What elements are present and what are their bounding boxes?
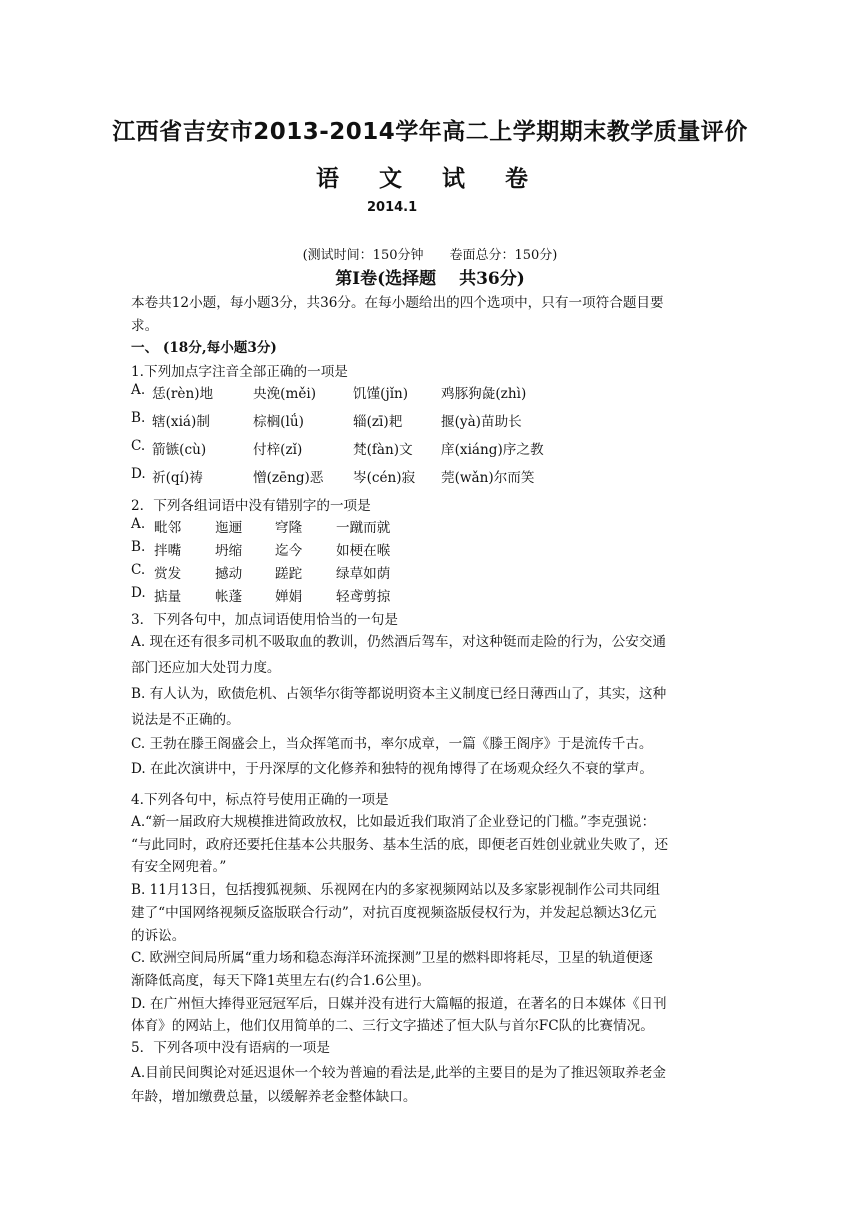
option-letter: D. [131, 585, 146, 601]
option-item: 迄今 [275, 543, 303, 559]
exam-info: (测试时间：150分钟 卷面总分：150分) [302, 248, 558, 263]
option-line: C. 王勃在滕王阁盛会上，当众挥笔而书，率尔成章，一篇《滕王阁序》于是流传千古。 [131, 736, 653, 752]
document-subtitle: 语 文 试 卷 [315, 166, 545, 192]
option-item: 庠(xiáng)序之教 [441, 442, 544, 458]
option-line: A. 现在还有很多司机不吸取血的教训，仍然酒后驾车，对这种铤而走险的行为，公安交通 [131, 634, 667, 650]
option-item: 撼动 [215, 566, 243, 582]
option-line: 建了“中国网络视频反盗版联合行动”，对抗百度视频盗版侵权行为，并发起总额达3亿元 [131, 904, 657, 921]
option-item: 揠(yà)苗助长 [441, 414, 522, 430]
option-line: C. 欧洲空间局所属“重力场和稳态海洋环流探测”卫星的燃料即将耗尽，卫星的轨道便逐 [131, 950, 653, 967]
option-item: 辎(zī)耙 [353, 414, 403, 430]
option-item: 辖(xiá)制 [152, 414, 210, 430]
option-letter: C. [131, 438, 146, 454]
option-line: 的诉讼。 [131, 927, 186, 944]
intro-line: 求。 [131, 318, 159, 334]
question-2-stem: 2．下列各组词语中没有错别字的一项是 [131, 498, 371, 514]
section-heading: 一、 (18分,每小题3分) [131, 340, 277, 356]
option-line: B. 有人认为，欧债危机、占领华尔街等都说明资本主义制度已经日薄西山了，其实，这种 [131, 686, 667, 702]
option-item: 饥馑(jǐn) [353, 386, 409, 402]
option-item: 迤逦 [215, 520, 243, 536]
option-line: A.目前民间舆论对延迟退休一个较为普遍的看法是,此举的主要目的是为了推迟领取养老金 [131, 1065, 667, 1081]
option-item: 拌嘴 [154, 543, 182, 559]
intro-line: 本卷共12小题，每小题3分，共36分。在每小题给出的四个选项中，只有一项符合题目要 [131, 295, 664, 311]
option-item: 毗邻 [154, 520, 182, 536]
option-line: 说法是不正确的。 [131, 712, 240, 728]
question-4-stem: 4.下列各句中，标点符号使用正确的一项是 [131, 792, 389, 808]
option-item: 梵(fàn)文 [353, 442, 413, 458]
option-item: 岑(cén)寂 [353, 470, 416, 486]
option-item: 付梓(zǐ) [253, 442, 303, 458]
option-line: B. 11月13日，包括搜狐视频、乐视网在内的多家视频网站以及多家影视制作公司共同组 [131, 882, 661, 899]
option-line: 年龄，增加缴费总量，以缓解养老金整体缺口。 [131, 1089, 417, 1105]
option-letter: D. [131, 466, 146, 482]
part-title: 第Ⅰ卷(选择题 共36分) [335, 269, 525, 289]
option-item: 箭镞(cù) [152, 442, 207, 458]
question-3-stem: 3．下列各句中，加点词语使用恰当的一句是 [131, 612, 398, 628]
option-line: D. 在此次演讲中，于丹深厚的文化修养和独特的视角博得了在场观众经久不衰的掌声。 [131, 761, 654, 777]
option-item: 掂量 [154, 589, 182, 605]
option-line: D. 在广州恒大捧得亚冠冠军后，日媒并没有进行大篇幅的报道，在著名的日本媒体《日刊 [131, 995, 667, 1012]
question-1-stem: 1.下列加点字注音全部正确的一项是 [131, 364, 348, 380]
option-line: “与此同时，政府还要托住基本公共服务、基本生活的底，即便老百姓创业就业失败了，还 [131, 836, 669, 853]
option-item: 帐蓬 [215, 589, 243, 605]
option-item: 赏发 [154, 566, 182, 582]
option-line: 体育》的网站上，他们仅用简单的二、三行文字描述了恒大队与首尔FC队的比赛情况。 [131, 1018, 654, 1035]
option-item: 央浼(měi) [253, 386, 317, 402]
question-5-stem: 5．下列各项中没有语病的一项是 [131, 1040, 330, 1056]
option-line: 渐降低高度，每天下降1英里左右(约合1.6公里)。 [131, 972, 431, 989]
option-item: 蹉跎 [275, 566, 303, 582]
option-line: 有安全网兜着。” [131, 859, 227, 876]
option-letter: A. [131, 516, 146, 532]
option-line: 部门还应加大处罚力度。 [131, 660, 281, 676]
option-item: 憎(zēng)恶 [253, 470, 324, 486]
option-item: 如梗在喉 [336, 543, 391, 559]
option-letter: B. [131, 410, 146, 426]
option-item: 祈(qí)祷 [152, 470, 203, 486]
option-line: A.“新一届政府大规模推进简政放权，比如最近我们取消了企业登记的门槛。”李克强说： [131, 814, 656, 830]
option-item: 绿草如荫 [336, 566, 391, 582]
option-item: 轻鸢剪掠 [336, 589, 391, 605]
option-item: 棕榈(lǘ) [253, 414, 304, 430]
option-letter: B. [131, 539, 146, 555]
option-item: 鸡豚狗彘(zhì) [441, 386, 527, 402]
option-item: 恁(rèn)地 [152, 386, 214, 402]
option-item: 婵娟 [275, 589, 303, 605]
option-item: 坍缩 [215, 543, 243, 559]
document-title: 江西省吉安市2013-2014学年高二上学期期末教学质量评价 [112, 119, 748, 145]
option-item: 穹隆 [275, 520, 303, 536]
option-letter: C. [131, 562, 146, 578]
exam-date: 2014.1 [367, 200, 418, 215]
option-letter: A. [131, 382, 146, 398]
option-item: 一蹴而就 [336, 520, 391, 536]
option-item: 莞(wǎn)尔而笑 [441, 470, 535, 486]
